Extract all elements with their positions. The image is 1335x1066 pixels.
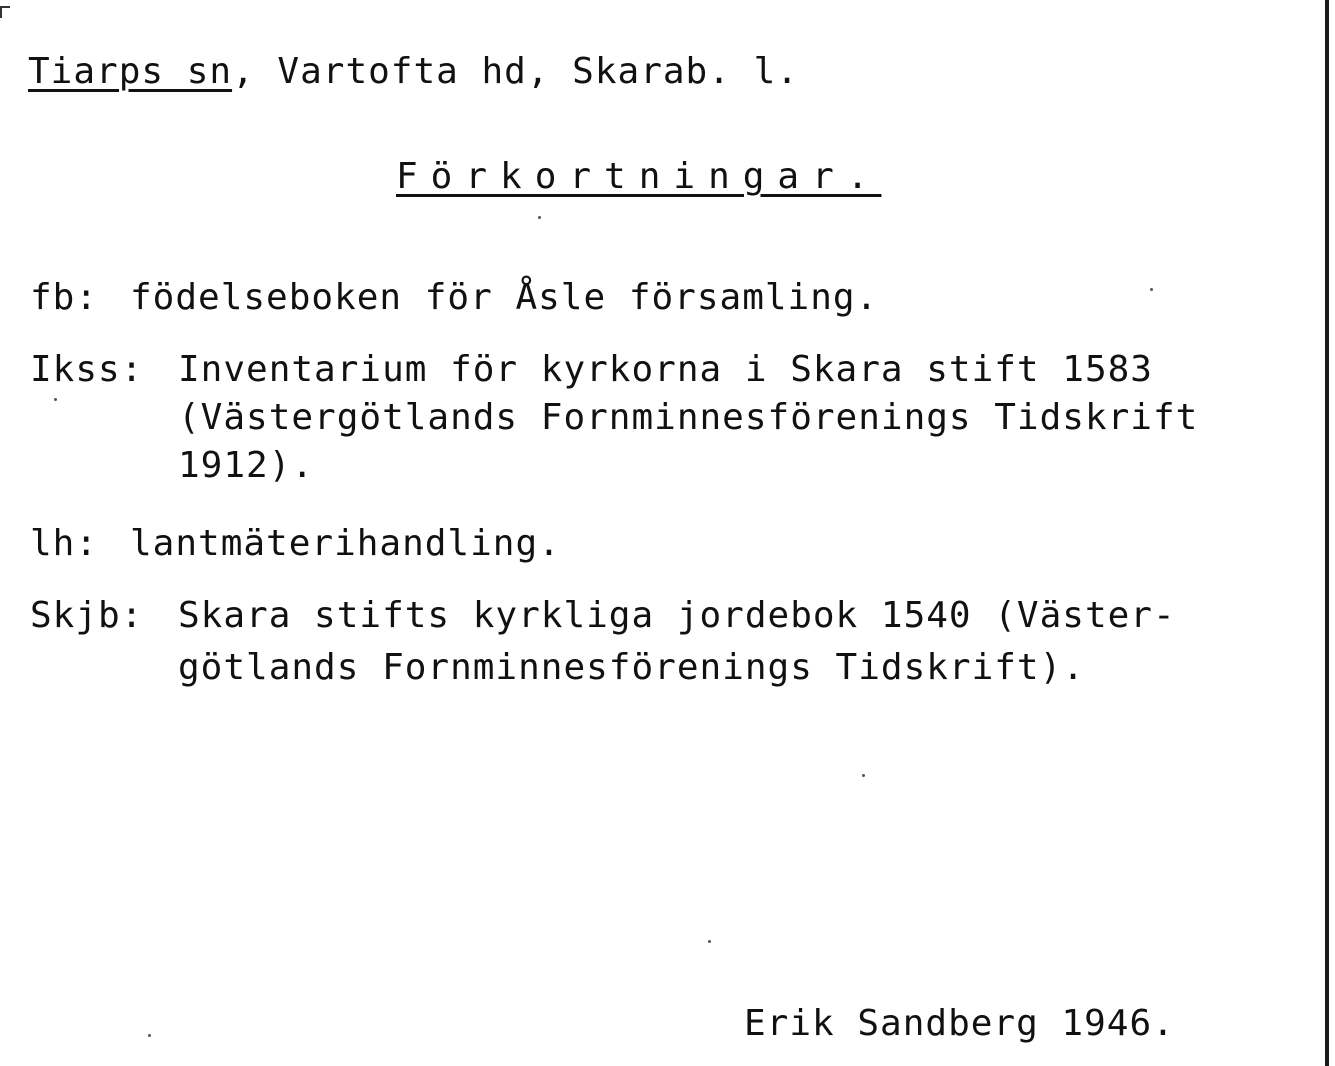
card-corner-mark — [0, 6, 10, 18]
entry-abbr-skjb: Skjb: — [30, 595, 144, 636]
card-header — [28, 52, 799, 92]
entry-text-lh: lantmäterihandling. — [130, 523, 561, 564]
signature: Erik Sandberg 1946. — [744, 1003, 1175, 1044]
card-title: Förkortningar. — [396, 156, 882, 197]
entry-text-skjb-2: götlands Fornminnesförenings Tidskrift). — [178, 647, 1085, 688]
scan-speck — [1150, 288, 1153, 291]
entry-abbr-lh: lh: — [30, 523, 99, 564]
entry-text-ikss-3: 1912). — [178, 445, 315, 486]
scan-speck — [538, 216, 541, 219]
entry-abbr-fb: fb: — [30, 277, 99, 318]
card-right-edge — [1325, 0, 1329, 1066]
parish-name: Tiarps sn — [28, 51, 233, 92]
entry-text-fb: födelseboken för Åsle församling. — [130, 277, 879, 318]
scan-speck — [862, 774, 865, 777]
entry-text-skjb-1: Skara stifts kyrkliga jordebok 1540 (Väster- — [178, 595, 1176, 636]
entry-text-ikss-1: Inventarium för kyrkorna i Skara stift 1583 — [178, 349, 1153, 390]
entry-text-ikss-2: (Västergötlands Fornminnesförenings Tidskrift — [178, 397, 1199, 438]
header-location: , Vartofta hd, Skarab. l. — [232, 51, 799, 92]
scan-speck — [148, 1034, 151, 1037]
scan-speck — [708, 940, 711, 943]
scan-speck — [54, 398, 57, 401]
entry-abbr-ikss: Ikss: — [30, 349, 144, 390]
